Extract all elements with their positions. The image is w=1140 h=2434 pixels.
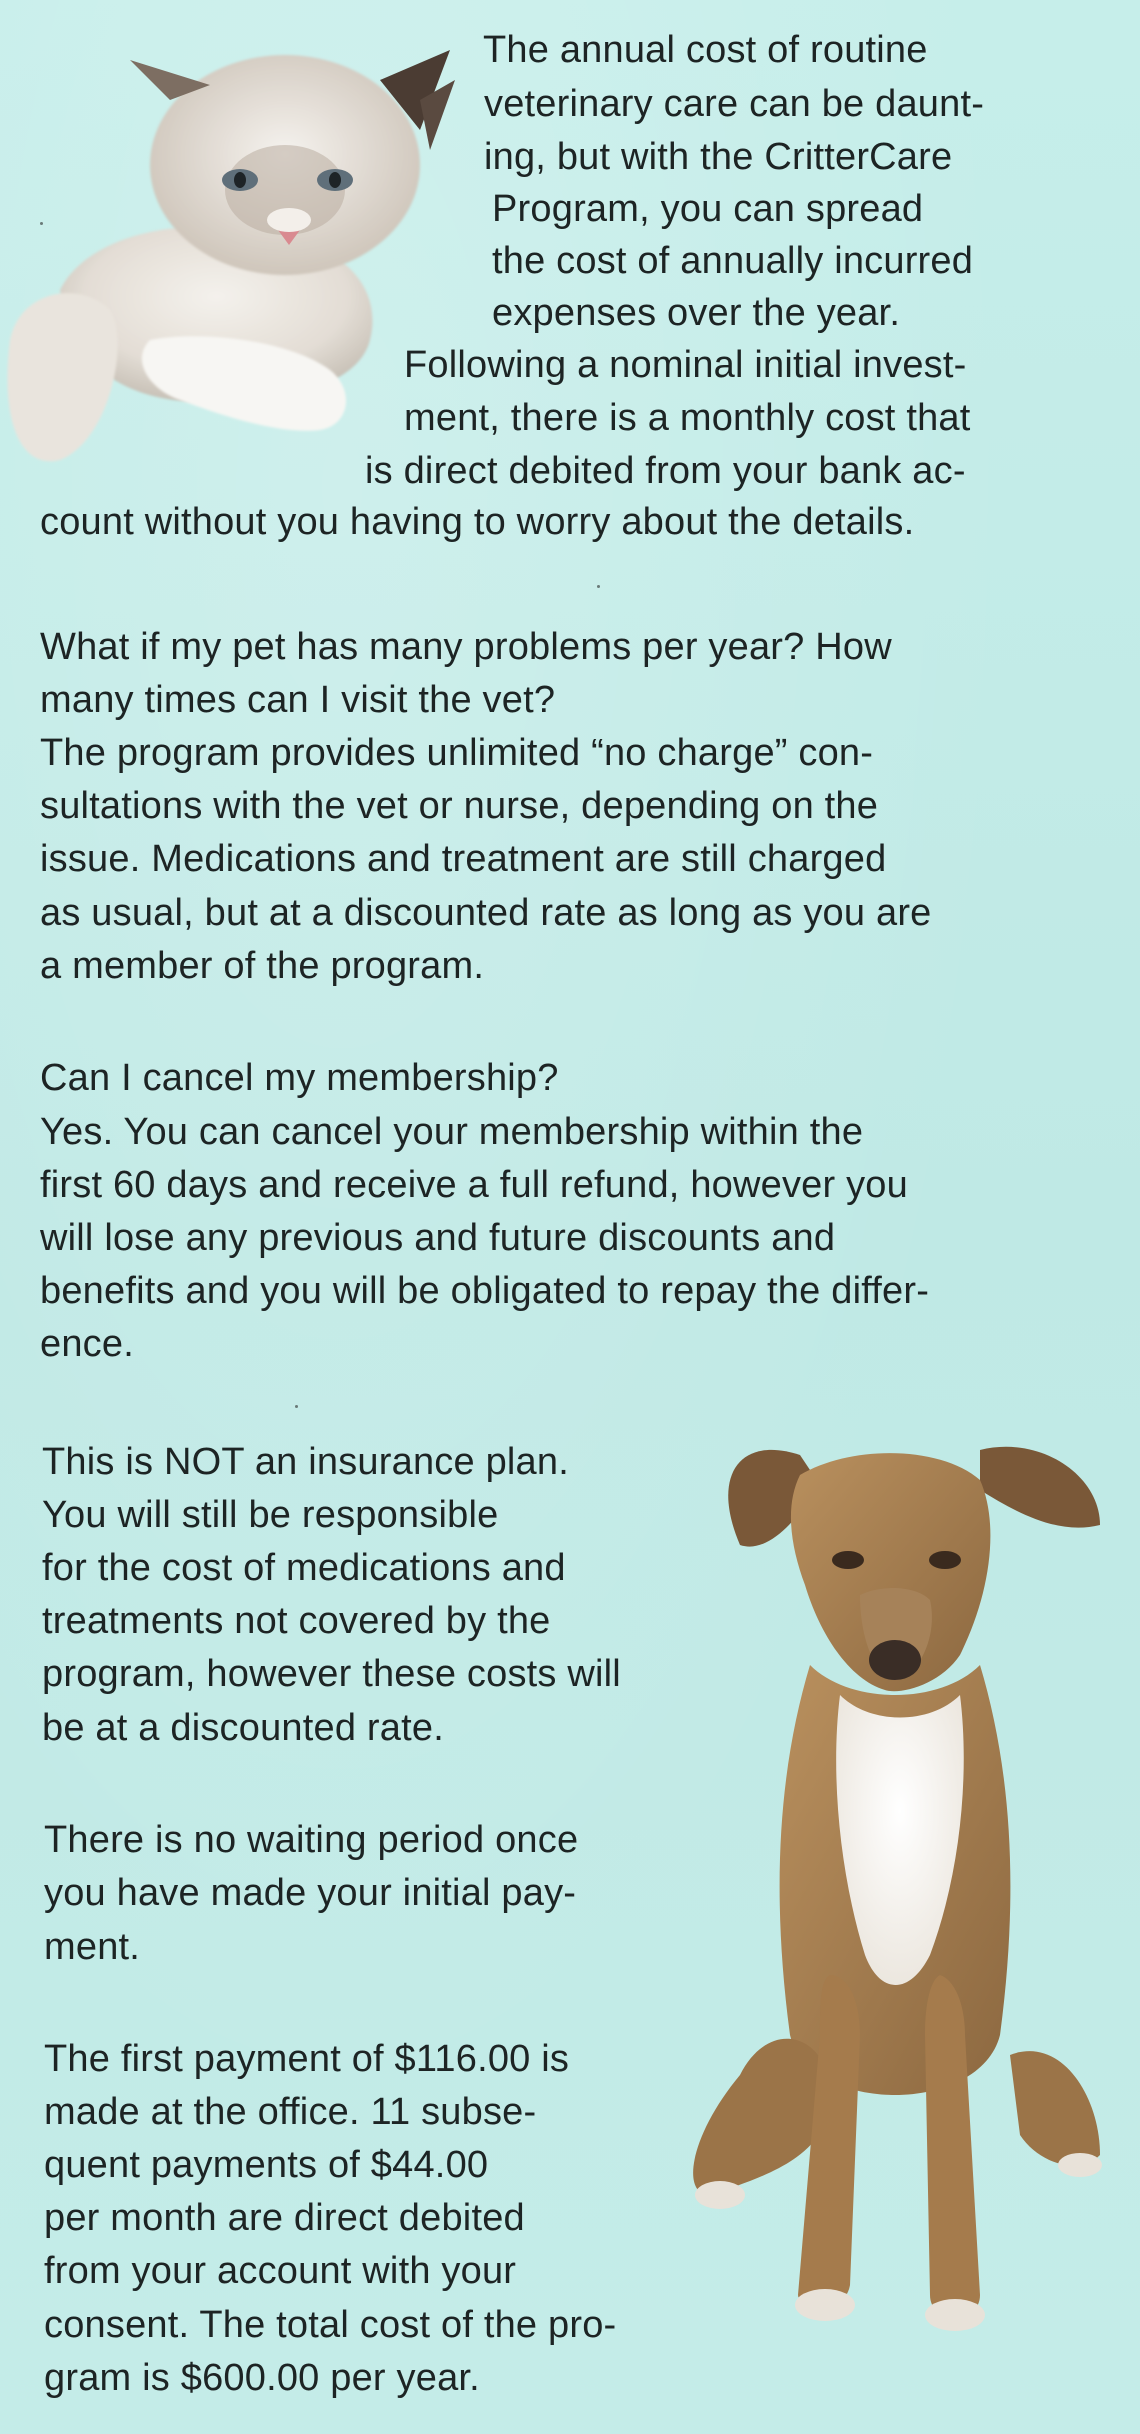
intro-line-2: veterinary care can be daunt- — [484, 83, 985, 125]
insurance-line-4: treatments not covered by the — [42, 1600, 551, 1642]
faq-cancel-line-4: will lose any previous and future discounts and — [40, 1217, 836, 1259]
kitten-photo — [0, 40, 460, 480]
payment-line-5: from your account with your — [44, 2250, 517, 2292]
scan-speck — [295, 1405, 298, 1408]
faq-visits-line-7: a member of the program. — [40, 945, 485, 987]
insurance-line-5: program, however these costs will — [42, 1653, 621, 1695]
payment-line-3: quent payments of $44.00 — [44, 2144, 489, 2186]
payment-line-1: The first payment of $116.00 is — [44, 2038, 570, 2080]
faq-cancel-line-1: Can I cancel my membership? — [40, 1057, 559, 1099]
intro-line-4: Program, you can spread — [492, 188, 924, 230]
faq-cancel-line-2: Yes. You can cancel your membership within the — [40, 1111, 864, 1153]
faq-visits-line-5: issue. Medications and treatment are still charged — [40, 838, 887, 880]
payment-line-7: gram is $600.00 per year. — [44, 2357, 480, 2399]
faq-visits-line-3: The program provides unlimited “no charge” con- — [40, 732, 874, 774]
intro-line-6: expenses over the year. — [492, 292, 901, 334]
insurance-line-3: for the cost of medications and — [42, 1547, 566, 1589]
faq-visits-line-1: What if my pet has many problems per year? How — [40, 626, 892, 668]
payment-line-2: made at the office. 11 subse- — [44, 2091, 537, 2133]
scan-speck — [597, 585, 600, 588]
intro-line-5: the cost of annually incurred — [492, 240, 974, 282]
payment-line-4: per month are direct debited — [44, 2197, 525, 2239]
intro-line-8: ment, there is a monthly cost that — [404, 397, 971, 439]
faq-cancel-line-3: first 60 days and receive a full refund, however you — [40, 1164, 908, 1206]
payment-line-6: consent. The total cost of the pro- — [44, 2304, 617, 2346]
faq-cancel-line-6: ence. — [40, 1323, 134, 1365]
intro-line-3: ing, but with the CritterCare — [484, 136, 953, 178]
faq-visits-line-2: many times can I visit the vet? — [40, 679, 556, 721]
faq-visits-line-4: sultations with the vet or nurse, depending on the — [40, 785, 879, 827]
waiting-line-3: ment. — [44, 1926, 141, 1968]
waiting-line-1: There is no waiting period once — [44, 1819, 579, 1861]
intro-line-9: is direct debited from your bank ac- — [365, 450, 966, 492]
intro-line-7: Following a nominal initial invest- — [404, 344, 967, 386]
faq-visits-line-6: as usual, but at a discounted rate as long as you are — [40, 892, 932, 934]
insurance-line-2: You will still be responsible — [42, 1494, 499, 1536]
insurance-line-6: be at a discounted rate. — [42, 1707, 444, 1749]
insurance-line-1: This is NOT an insurance plan. — [42, 1441, 569, 1483]
intro-line-10: count without you having to worry about the details. — [40, 501, 915, 543]
intro-line-1: The annual cost of routine — [483, 29, 928, 71]
scan-speck — [40, 222, 43, 225]
faq-cancel-line-5: benefits and you will be obligated to repay the differ- — [40, 1270, 930, 1312]
puppy-photo — [680, 1435, 1120, 2355]
waiting-line-2: you have made your initial pay- — [44, 1872, 577, 1914]
